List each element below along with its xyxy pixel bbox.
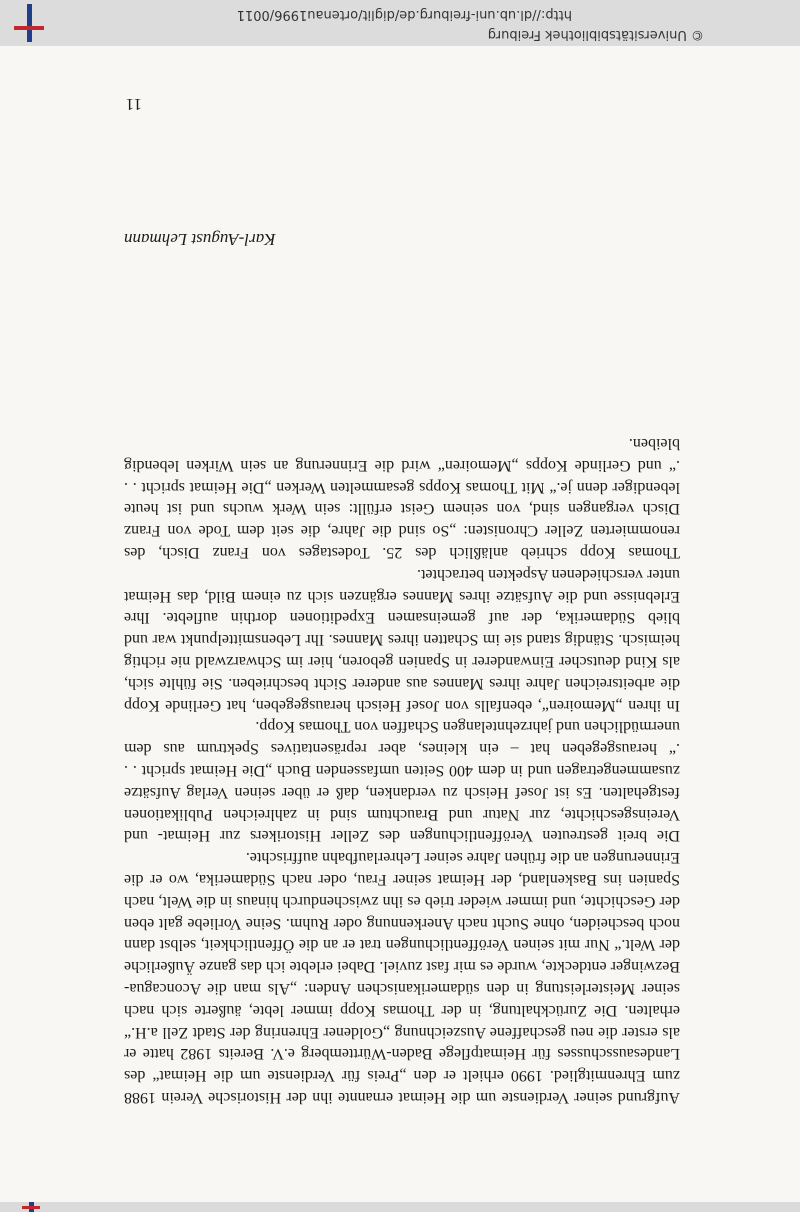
source-url[interactable]: http://dl.ub.uni-freiburg.de/diglit/ortenau1996/0011 [236, 7, 572, 22]
article-body [124, 432, 680, 1108]
paragraph-3: In ihren „Memoiren“, ebenfalls von Josef Heisch herausgegeben, hat Gerlinde Kopp die arbeitsreichen Jahre ihres Mannes aus anderer Sicht beschrieben. Sie fühlte sich, als Kind deutscher Einwanderer in Spanien geboren, hier im Schwarzwald nie richtig heimisch. Ständig stand sie im Schatten ihres Mannes. Ihr Lebensmittelpunkt war und blieb Südamerika, der auf gemeinsamen Expeditionen dorthin auflebte. Ihre Erlebnisse und die Aufsätze ihres Mannes ergänzen sich zu einem Bild, das Heimat unter verschiedenen Aspekten betrachtet. [124, 565, 680, 714]
author-signature: Karl-August Lehmann [124, 230, 276, 249]
copyright-notice: © Universitätsbibliothek Freiburg [487, 27, 704, 42]
footer-band [0, 0, 800, 46]
page-number: 11 [125, 95, 142, 114]
paragraph-1: Aufgrund seiner Verdienste um die Heimat ernannte ihn der Historische Verein 1988 zum Ehrenmitglied. 1990 erhielt er den „Preis für Verdienste um die Heimat“ des Landesausschusses für Heimatpflege Baden-Württemberg e.V. Bereits 1982 hatte er als erster die neu geschaffene Auszeichnung „Goldener Ehrenring der Stadt Zell a.H.“ erhalten. Die Zurückhaltung, in der Thomas Kopp immer lebte, äußerte sich nach seiner Meisterleistung in den südamerikanischen Anden: „Als man die Aconcagua-Bezwinger entdeckte, wurde es mir fast zuviel. Dabei erlebte ich das ganze Äußerliche der Welt.“ Nur mit seinen Veröffentlichungen trat er an die Öffentlichkeit, selbst dann noch bescheiden, ohne Sucht nach Anerkennung oder Ruhm. Seine Vorliebe galt eben der Geschichte, und immer wieder trieb es ihn zwischendurch hinaus in die Welt, nach Spanien ins Baskenland, der Heimat seiner Frau, oder nach Südamerika, wo er die Erinnerungen an die frühen Jahre seiner Lehrerlaufbahn auffrischte. [124, 849, 680, 1106]
top-scan-band [0, 1202, 800, 1212]
paragraph-2: Die breit gestreuten Veröffentlichungen des Zeller Historikers zur Heimat- und Vereinsgeschichte, zur Natur und Brauchtum sind in zahlreichen Publikationen festgehalten. Es ist Josef Heisch zu verdanken, daß er über seinen Verlag Aufsätze zusammengetragen und in dem 400 Seiten umfassenden Buch „Die Heimat spricht . . .“ herausgegeben hat – ein kleines, aber repräsentatives Spektrum aus dem unermüdlichen und jahrzehntelangen Schaffen von Thomas Kopp. [124, 718, 680, 845]
library-logo-top-icon [22, 1202, 40, 1212]
library-logo-icon [14, 4, 44, 42]
paragraph-4: Thomas Kopp schrieb anläßlich des 25. Todestages von Franz Disch, des renommierten Zeller Chronisten: „So sind die Jahre, die seit dem Tode von Franz Disch vergangen sind, von seinem Geist erfüllt: sein Werk wuchs und ist heute lebendiger denn je.“ Mit Thomas Kopps gesammelten Werken „Die Heimat spricht . . .“ und Gerlinde Kopps „Memoiren“ wird die Erinnerung an sein Wirken lebendig bleiben. [124, 435, 680, 562]
